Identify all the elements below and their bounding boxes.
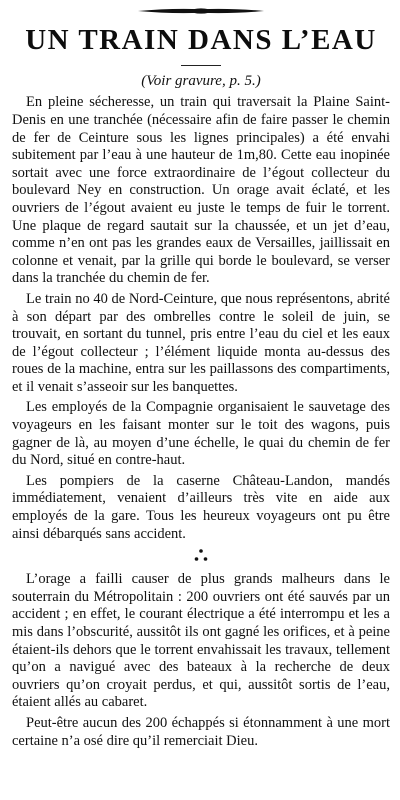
article-body <box>12 94 390 750</box>
paragraph: Le train no 40 de Nord-Ceinture, que nous représentons, abrité à son départ par des ombrelles contre le soleil de juin, se trouvait, en sortant du tunnel, pris entre l’eau du ciel et les eaux de l’égout collecteur ; l’élément liquide monta au-dessus des roues de la machine, entra sur les paillassons des compartiments, et il venait s’asseoir sur les banquettes. <box>12 290 390 395</box>
title-rule <box>181 65 221 66</box>
ornament-rule-icon <box>136 7 266 15</box>
asterism-separator <box>12 546 390 568</box>
paragraph: L’orage a failli causer de plus grands malheurs dans le souterrain du Métropolitain : 200 ouvriers ont été sauvés par un accident ; en effet, le courant électrique a été interrompu et les a mis dans l’obscurité, aussitôt ils ont gagné les orifices, et à peine étaient-ils dehors que le torrent envahissait les travaux, tellement qu’on a navigué avec des bateaux à la recherche de deux ouvriers qu’on croyait perdus, et qui, aussitôt sortis de l’eau, étaient allés au cabaret. <box>12 571 390 711</box>
article-title: UN TRAIN DANS L’EAU <box>25 24 377 56</box>
top-ornament <box>12 6 390 16</box>
asterism-icon <box>191 546 211 566</box>
article-caption: (Voir gravure, p. 5.) <box>141 72 261 89</box>
paragraph: En pleine sécheresse, un train qui traversait la Plaine Saint-Denis en une tranchée (nécessaire afin de faire passer le chemin de fer de Ceinture sous les lignes principales) a été envahi subitement par l’eau à une hauteur de 1m,80. Cette eau inopinée sortait avec une force extraordinaire de l’égout collecteur du boulevard Ney en construction. Un orage avait éclaté, et les ouvriers de l’égout avaient eu juste le temps de fuir le torrent. Une plaque de regard sautait sur la chaussée, et un jet d’eau, comme n’en ont pas les grandes eaux de Versailles, jaillissait en colonne et venait, par la grille qui borde le boulevard, se verser dans la tranchée du chemin de fer. <box>12 94 390 287</box>
paragraph: Les employés de la Compagnie organisaient le sauvetage des voyageurs en les faisant monter sur le toit des wagons, puis gagner de là, au moyen d’une échelle, le quai du chemin de fer du Nord, situé en contre-haut. <box>12 399 390 469</box>
paragraph: Peut-être aucun des 200 échappés si étonnamment à une mort certaine n’a osé dire qu’il remerciait Dieu. <box>12 714 390 749</box>
paragraph: Les pompiers de la caserne Château-Landon, mandés immédiatement, venaient d’ailleurs très vite en aide aux employés de la gare. Tous les heureux voyageurs ont pu être ainsi débarqués sans accident. <box>12 472 390 542</box>
